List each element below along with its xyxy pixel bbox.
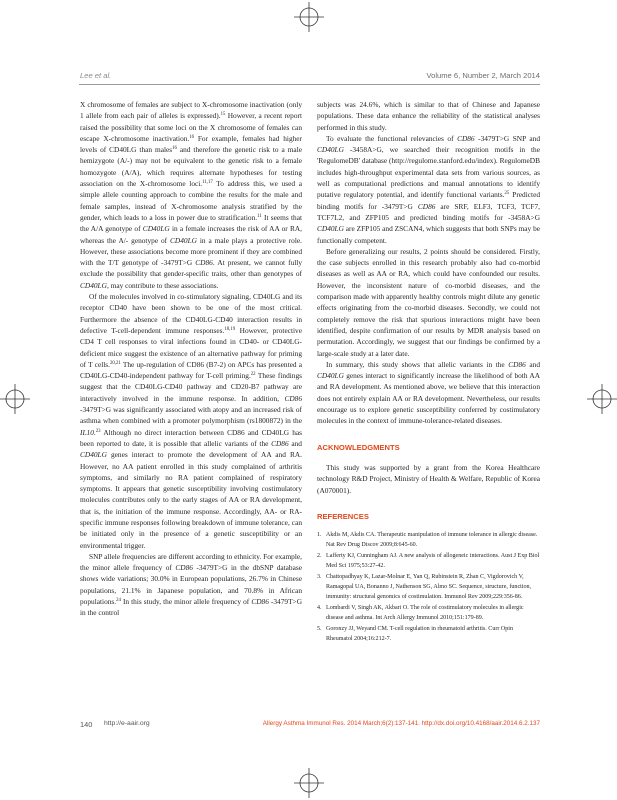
running-header-volume: Volume 6, Number 2, March 2014 <box>426 71 540 80</box>
paragraph-x-inactivation: X chromosome of females are subject to X-chromosome inactivation (only 1 allele from each pair of alleles is expressed).$^{15}$ However, a recent report raised the possibility that some loci on the X chromosome of females can escape X-chromosome inactivation.$^{16}$ For example, females had higher levels of CD40LG than males$^{16}$ and therefore the genetic risk to a male hemizygote (A/-) may not be equivalent to the genetic risk to a female homozygote (A/A), which requires alternate hypotheses for testing association on the X-chromosome loci.$^{11,17}$ To address this, we used a simple allele counting approach to combine the results for the male and female samples, instead of X-chromosome analysis stratified by the gender, which leads to a loss in power due to stratification.$^{11}$ It seems that the A/A genotype of CD40LG in a female increases the risk of AA or RA, whereas the A/- genotype of CD40LG in a male plays a protective role. However, these associations become more prominent if they are combined with the T/T genotype of -3479T>G CD86. At present, we cannot fully exclude the possibility that gender-specific traits, other than genotypes of CD40LG, may contribute to these associations. <box>80 100 303 290</box>
reference-item: 5. Goronzy JJ, Weyand CM. T-cell regulation in rheumatoid arthritis. Curr Opin Rheumatol 2004;16:212-7. <box>317 626 513 643</box>
registration-mark-bottom <box>294 768 324 798</box>
reference-list <box>317 531 540 645</box>
acknowledgments-text: This study was supported by a grant from the Korea Healthcare technology R&D Project, Ministry of Health & Welfare, Republic of Korea (A070001). <box>317 462 540 495</box>
reference-item: 2. Lafferty KJ, Cunningham AJ. A new analysis of allogeneic interactions. Aust J Exp Biol Med Sci 1975;53:27-42. <box>317 553 540 569</box>
paragraph-summary: In summary, this study shows that allelic variants in the CD86 and CD40LG genes interact to significantly increase the likelihood of both AA and RA development. As mentioned above, we believe that this interaction does not entirely explain AA or RA development. Nevertheless, our results encourage us to explore genetic susceptibility conferred by costimulatory molecules in the context of immune-tolerance-related diseases. <box>317 359 541 426</box>
running-header-authors: Lee et al. <box>80 71 112 80</box>
references-heading: REFERENCES <box>317 511 369 521</box>
paragraph-continuation: subjects was 24.6%, which is similar to that of Chinese and Japanese populations. These data enhance the reliability of the statistical analyses performed in this study. <box>317 100 540 132</box>
paragraph-limitations: Before generalizing our results, 2 points should be considered. Firstly, the case subjects enrolled in this research probably also had co-morbid diseases as well as AA or RA, which could have confounded our results. However, the inconsistent nature of co-morbid diseases, and the comparison made with apparently healthy controls might dilute any genetic effects originating from the co-morbid diseases. Secondly, we could not completely remove the risk that spurious interactions might have been identified, despite confirmation of our results by MDR analysis based on permutation. Accordingly, we suggest that our findings be confirmed by a large-scale study at a later date. <box>317 246 540 358</box>
journal-website-link[interactable]: http://e-aair.org <box>104 720 150 727</box>
reference-item: 3. Chattopadhyay K, Lazar-Molnar E, Yan Q, Rubinstein R, Zhan C, Vigdorovich V, Ramagopal UA, Bonanno J, Nathenson SG, Almo SC. Sequence, structure, function, immunity: structural genomics of costimulation. Immunol Rev 2009;229:356-86. <box>317 574 532 600</box>
acknowledgments-heading: ACKNOWLEDGMENTS <box>317 442 400 452</box>
reference-item: 1. Akdis M, Akdis CA. Therapeutic manipulation of immune tolerance in allergic disease. Nat Rev Drug Discov 2009;8:645-60. <box>317 532 538 548</box>
left-column <box>80 99 302 619</box>
registration-mark-top <box>294 2 324 32</box>
citation-doi-link[interactable]: Allergy Asthma Immunol Res. 2014 March;6(2):137-141. http://dx.doi.org/10.4168/aair.2014.6.2.137 <box>262 720 540 727</box>
header-divider <box>79 84 540 85</box>
paragraph-allele-frequencies: SNP allele frequencies are different according to ethnicity. For example, the minor allele frequency of CD86 -3479T>G in the dbSNP database shows wide variations; 30.0% in European populations, 26.7% in Chinese populations, 21.1% in Japanese population, and 70.8% in African populations.$^{24}$ In this study, the minor allele frequency of CD86 -3479T>G in the control <box>80 551 302 618</box>
registration-mark-left <box>0 384 30 414</box>
paragraph-functional-relevance: To evaluate the functional relevancies of CD86 -3479T>G SNP and CD40LG -3458A>G, we searched their recognition motifs in the 'RegulomeDB' database (http://regulome.stanford.edu/index). RegulomeDB includes high-throughput experimental data sets from various sources, as well as computational predictions and manual annotations to identify putative regulatory potential, and identify functional variants.$^{25}$ Predicted binding motifs for -3479T>G CD86 are SRF, ELF3, TCF3, TCF7, TCF7L2, and ZFP105 and predicted binding motifs for -3458A>G CD40LG are ZFP105 and ZSCAN4, which suggests that both SNPs may be functionally competent. <box>317 133 541 245</box>
right-column <box>317 99 540 647</box>
paragraph-costimulatory: Of the molecules involved in co-stimulatory signaling, CD40LG and its receptor CD40 have been shown to be one of the most critical. Furthermore the absence of the CD40LG-CD40 interaction results in defective T-cell-dependent immune responses.$^{18,19}$ However, protective CD4 T cell responses to viral infections found in CD40- or CD40LG- deficient mice suggest the existence of an alternative pathway for priming of T cells.$^{20,21}$ The up-regulation of CD86 (B7-2) on APCs has presented a CD40LG-CD40-independent pathway for T-cell priming.$^{22}$ These findings suggest that the CD40LG-CD40 pathway and CD20-B7 pathway are interactively involved in the immune response. In addition, CD86 -3479T>G was significantly associated with atopy and an increased risk of asthma when combined with a promoter polymorphism (rs1800872) in the IL10.23 Although no direct interaction between CD86 and CD40LG has been reported to date, it is possible that allelic variants of the CD86 and CD40LG genes interact to promote the development of AA and RA. However, no AA patient enrolled in this study complained of arthritis symptoms, and similarly no RA patient complained of respiratory symptoms. It appears that genetic susceptibility involving costimulatory molecules contributes only to the early stages of AA or RA development, that is, the initiation of the immune response. Accordingly, AA- or RA-specific immune responses following breakdown of immune tolerance, can be initiated only in the presence of a genetic susceptibility or an environmental trigger. <box>80 292 302 550</box>
page-number: 140 <box>80 720 93 729</box>
reference-item: 4. Lombardi V, Singh AK, Akbari O. The role of costimulatory molecules in allergic disease and asthma. Int Arch Allergy Immunol 2010;151:179-89. <box>317 605 524 621</box>
registration-mark-right <box>587 384 617 414</box>
